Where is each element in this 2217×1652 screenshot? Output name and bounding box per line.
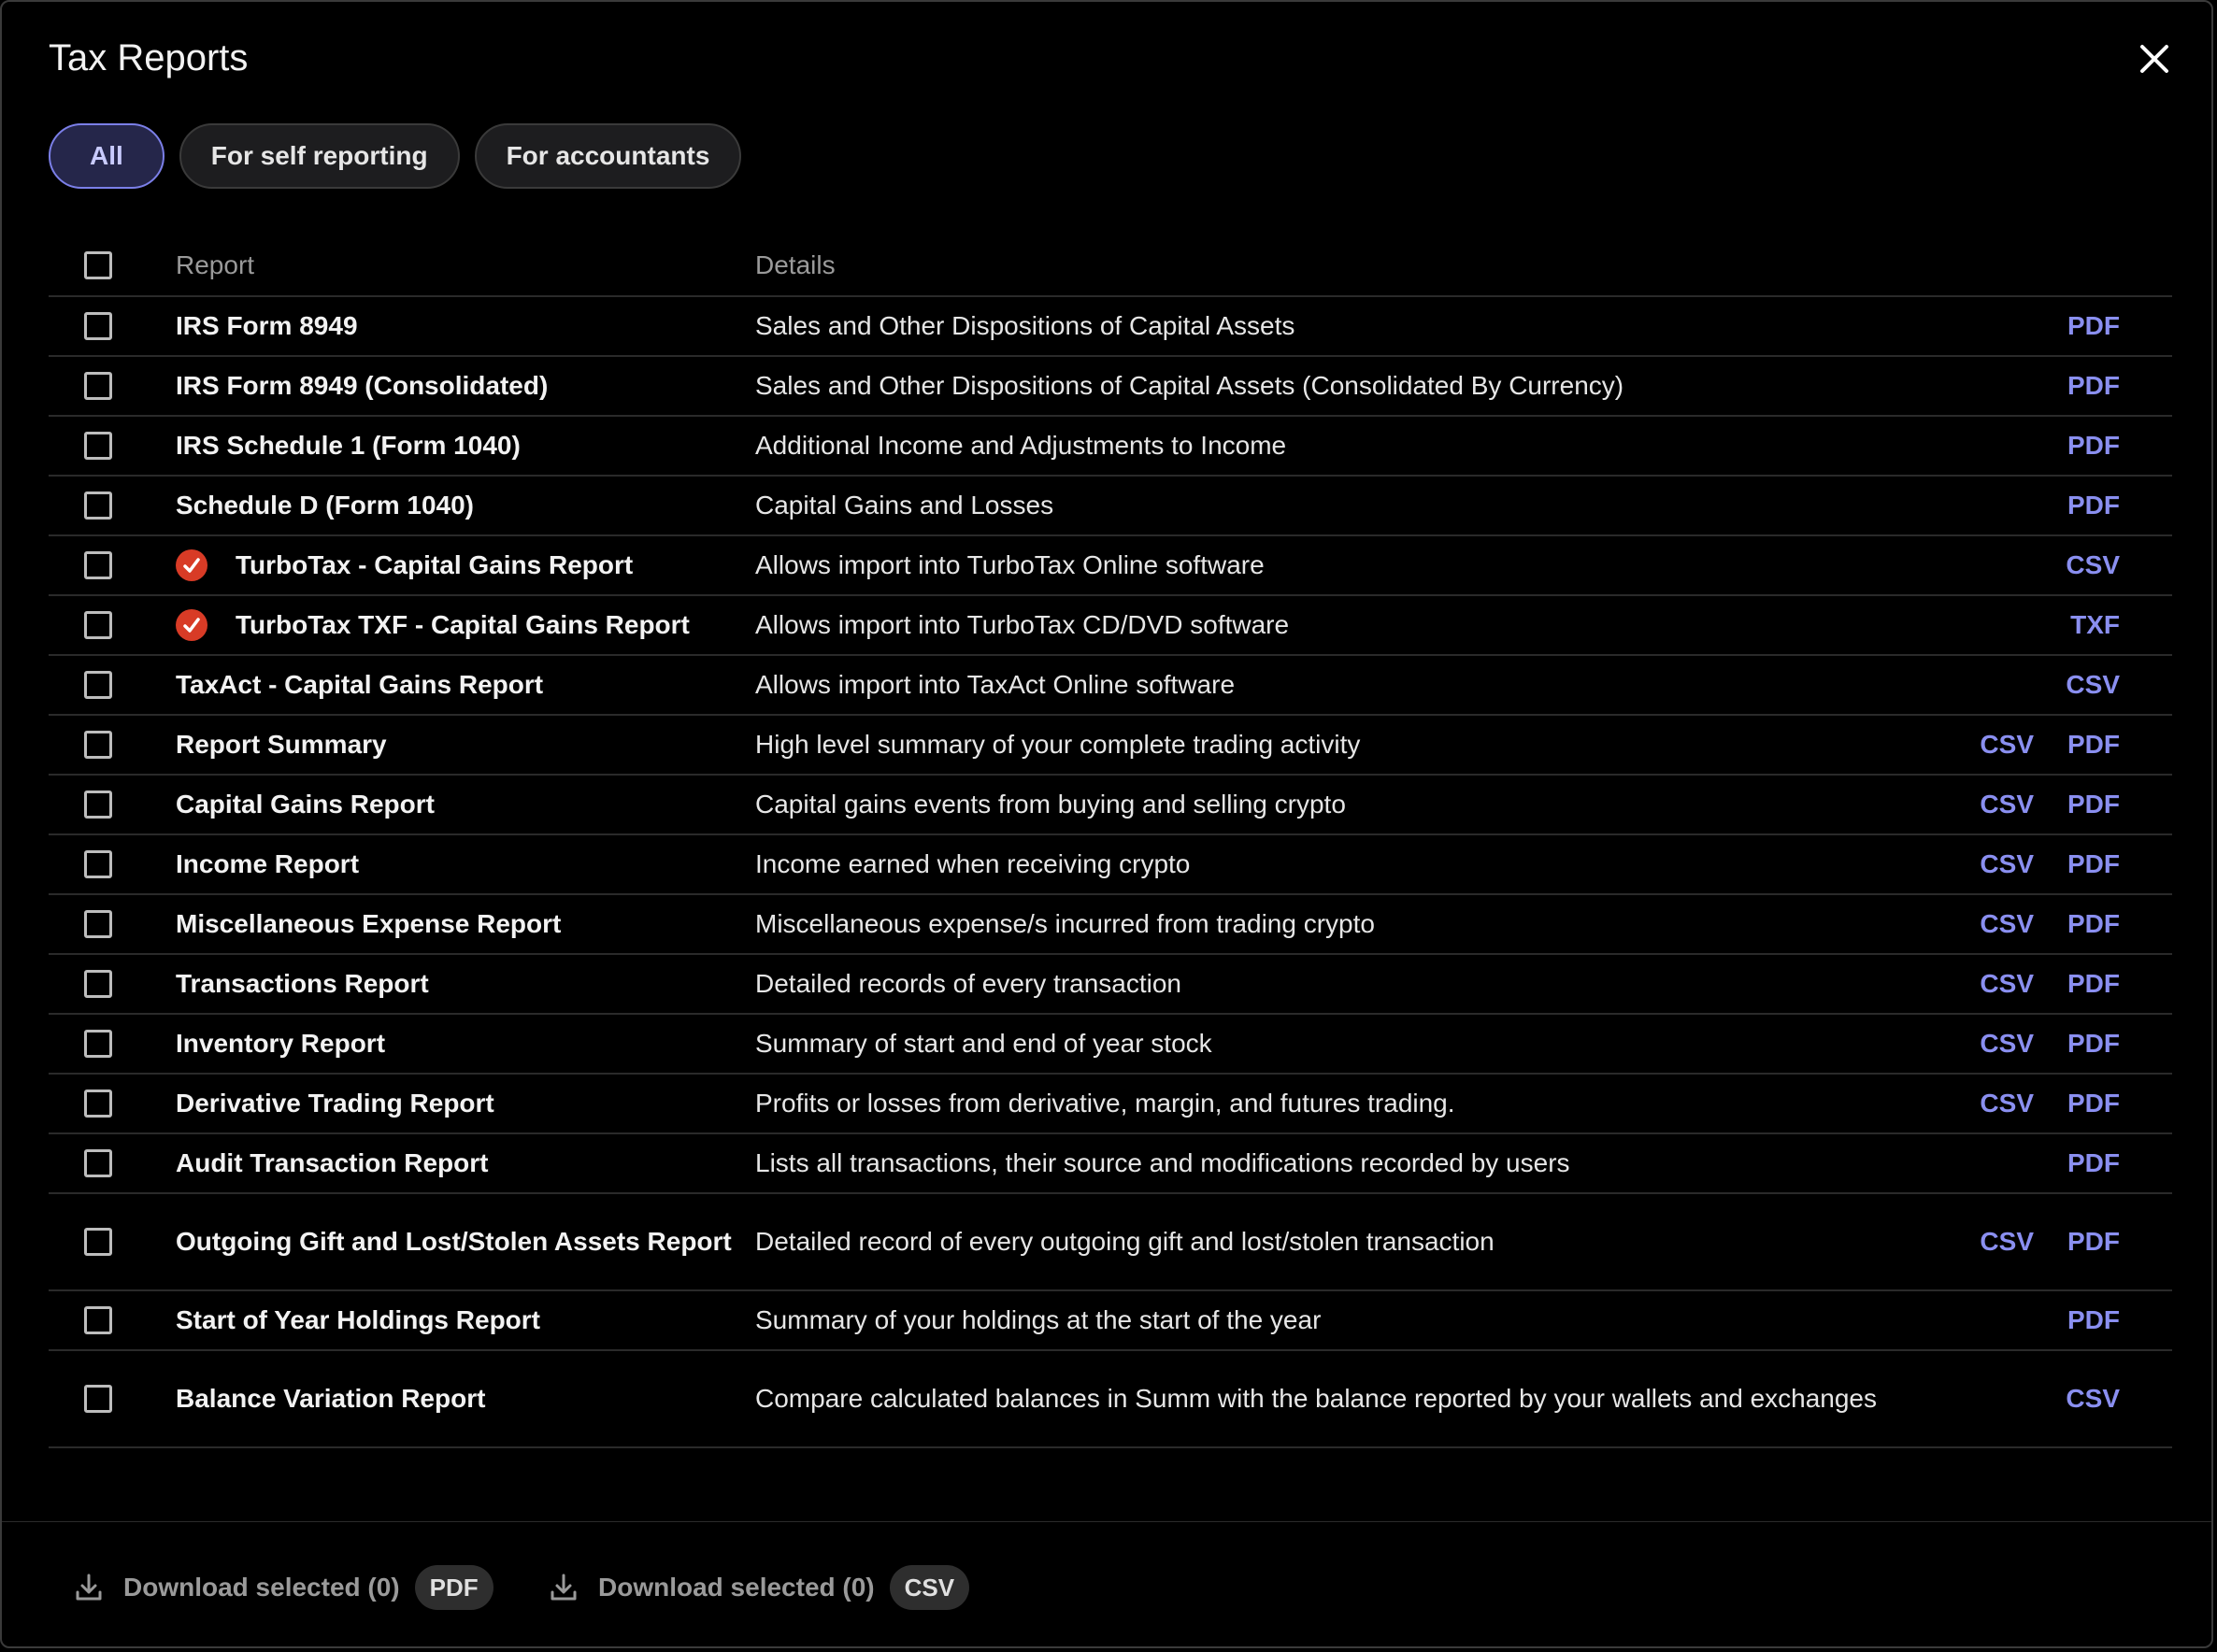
report-name-cell	[176, 307, 755, 345]
download-pdf-link[interactable]: PDF	[2067, 431, 2120, 460]
report-details: Capital gains events from buying and selling crypto	[755, 790, 1346, 819]
report-name: Schedule D (Form 1040)	[176, 491, 474, 520]
format-links	[1967, 431, 2172, 461]
format-placeholder	[2000, 1305, 2034, 1335]
report-details: Sales and Other Dispositions of Capital Assets	[755, 311, 1295, 340]
format-placeholder	[2000, 1148, 2034, 1178]
report-details: Allows import into TurboTax CD/DVD software	[755, 610, 1290, 639]
report-name-cell	[176, 666, 755, 704]
format-links	[1967, 311, 2172, 341]
report-name: TurboTax TXF - Capital Gains Report	[236, 610, 690, 639]
format-placeholder	[2000, 491, 2034, 520]
report-details: Lists all transactions, their source and modifications recorded by users	[755, 1148, 1570, 1177]
download-pdf-link[interactable]: PDF	[2067, 1227, 2120, 1256]
report-details: High level summary of your complete trading activity	[755, 730, 1361, 759]
format-links	[1967, 1029, 2172, 1059]
download-pdf-link[interactable]: PDF	[2067, 491, 2120, 520]
report-details: Allows import into TurboTax Online software	[755, 550, 1265, 579]
format-links	[1967, 969, 2172, 999]
report-name: Inventory Report	[176, 1029, 386, 1058]
modal-title: Tax Reports	[49, 37, 249, 78]
table-row	[49, 1194, 2172, 1291]
download-csv-link[interactable]: CSV	[1980, 1029, 2034, 1058]
row-checkbox[interactable]	[84, 1306, 112, 1334]
report-name: Balance Variation Report	[176, 1384, 486, 1413]
format-links	[1967, 1305, 2172, 1335]
column-header-details: Details	[755, 250, 836, 279]
format-placeholder	[2000, 550, 2032, 580]
report-details: Income earned when receiving crypto	[755, 849, 1191, 878]
download-csv-link[interactable]: CSV	[1980, 790, 2034, 819]
download-pdf-link[interactable]: PDF	[2067, 1148, 2120, 1177]
report-name-cell	[176, 1223, 755, 1260]
format-placeholder	[2000, 431, 2034, 461]
format-links	[1967, 1089, 2172, 1118]
report-name-cell	[176, 726, 755, 763]
report-name: Outgoing Gift and Lost/Stolen Assets Report	[176, 1227, 732, 1256]
table-row	[49, 1075, 2172, 1134]
table-header	[49, 235, 2172, 297]
report-name-cell	[176, 606, 755, 644]
table-row	[49, 477, 2172, 536]
turbotax-check-icon	[176, 609, 207, 641]
download-csv-link[interactable]: CSV	[2066, 670, 2120, 699]
table-row	[49, 776, 2172, 835]
report-details: Summary of start and end of year stock	[755, 1029, 1212, 1058]
download-csv-link[interactable]: CSV	[1980, 1227, 2034, 1256]
report-details: Profits or losses from derivative, margin, and futures trading.	[755, 1089, 1455, 1118]
row-checkbox[interactable]	[84, 1149, 112, 1177]
download-selected-pdf-button[interactable]	[73, 1564, 493, 1611]
report-name-cell	[176, 427, 755, 464]
download-icon	[548, 1572, 579, 1603]
download-csv-link[interactable]: CSV	[1980, 969, 2034, 998]
table-row	[49, 656, 2172, 716]
row-checkbox[interactable]	[84, 1385, 112, 1413]
download-csv-link[interactable]: CSV	[1980, 849, 2034, 878]
report-name-cell	[176, 547, 755, 584]
row-checkbox[interactable]	[84, 551, 112, 579]
report-details: Allows import into TaxAct Online software	[755, 670, 1236, 699]
table-row	[49, 895, 2172, 955]
report-name: Miscellaneous Expense Report	[176, 909, 562, 938]
report-name: Start of Year Holdings Report	[176, 1305, 540, 1334]
report-details: Detailed record of every outgoing gift and lost/stolen transaction	[755, 1227, 1495, 1256]
report-details: Summary of your holdings at the start of the year	[755, 1305, 1322, 1334]
table-row	[49, 1134, 2172, 1194]
row-checkbox[interactable]	[84, 491, 112, 520]
format-links	[1967, 371, 2172, 401]
tab-for-self-reporting[interactable]: For self reporting	[179, 123, 460, 189]
row-checkbox[interactable]	[84, 970, 112, 998]
format-placeholder	[2000, 1384, 2032, 1414]
table-row	[49, 835, 2172, 895]
row-checkbox[interactable]	[84, 1089, 112, 1118]
row-checkbox[interactable]	[84, 671, 112, 699]
format-links	[1967, 610, 2172, 640]
report-name: Derivative Trading Report	[176, 1089, 494, 1118]
report-name-cell	[176, 846, 755, 883]
report-name: Transactions Report	[176, 969, 429, 998]
download-pdf-link[interactable]: PDF	[2067, 371, 2120, 400]
report-details: Capital Gains and Losses	[755, 491, 1054, 520]
table-row	[49, 357, 2172, 417]
report-name-cell	[176, 487, 755, 524]
report-name: Capital Gains Report	[176, 790, 435, 819]
report-name-cell	[176, 1145, 755, 1182]
download-pdf-link[interactable]: PDF	[2067, 790, 2120, 819]
download-txf-link[interactable]: TXF	[2070, 610, 2120, 639]
report-details: Detailed records of every transaction	[755, 969, 1181, 998]
download-pdf-link[interactable]: PDF	[2067, 909, 2120, 938]
download-csv-link[interactable]: CSV	[1980, 1089, 2034, 1118]
report-name-cell	[176, 965, 755, 1003]
row-checkbox[interactable]	[84, 731, 112, 759]
format-links	[1967, 1227, 2172, 1257]
download-pdf-link[interactable]: PDF	[2067, 1305, 2120, 1334]
row-checkbox[interactable]	[84, 372, 112, 400]
format-links	[1967, 670, 2172, 700]
table-row	[49, 716, 2172, 776]
report-name-cell	[176, 905, 755, 943]
report-name-cell	[176, 1025, 755, 1062]
select-all-checkbox[interactable]	[84, 251, 112, 279]
download-pdf-label: Download selected (0)	[123, 1573, 400, 1602]
download-pdf-link[interactable]: PDF	[2067, 849, 2120, 878]
download-selected-csv-button[interactable]	[548, 1564, 969, 1611]
table-row	[49, 297, 2172, 357]
report-details: Additional Income and Adjustments to Income	[755, 431, 1287, 460]
tab-all[interactable]: All	[49, 123, 164, 189]
download-csv-link[interactable]: CSV	[1980, 730, 2034, 759]
close-icon[interactable]	[2133, 37, 2176, 80]
format-placeholder	[2000, 371, 2034, 401]
table-row	[49, 536, 2172, 596]
row-checkbox[interactable]	[84, 910, 112, 938]
format-links	[1967, 849, 2172, 879]
row-checkbox[interactable]	[84, 1228, 112, 1256]
table-row	[49, 1291, 2172, 1351]
row-checkbox[interactable]	[84, 432, 112, 460]
report-name-cell	[176, 1302, 755, 1339]
report-details: Compare calculated balances in Summ with the balance reported by your wallets and exchanges	[755, 1384, 1878, 1413]
download-csv-link[interactable]: CSV	[1980, 909, 2034, 938]
format-links	[1967, 1384, 2172, 1414]
report-name: TurboTax - Capital Gains Report	[236, 550, 634, 579]
download-pdf-link[interactable]: PDF	[2067, 311, 2120, 340]
table-row	[49, 955, 2172, 1015]
footer-divider	[2, 1521, 2211, 1522]
row-checkbox[interactable]	[84, 790, 112, 819]
report-name: IRS Form 8949	[176, 311, 358, 340]
format-links	[1967, 491, 2172, 520]
row-checkbox[interactable]	[84, 850, 112, 878]
column-header-report: Report	[176, 250, 255, 279]
format-links	[1967, 550, 2172, 580]
download-pdf-link[interactable]: PDF	[2067, 969, 2120, 998]
report-name: TaxAct - Capital Gains Report	[176, 670, 544, 699]
turbotax-check-icon	[176, 549, 207, 581]
row-checkbox[interactable]	[84, 1030, 112, 1058]
format-links	[1967, 1148, 2172, 1178]
download-pdf-link[interactable]: PDF	[2067, 1089, 2120, 1118]
pdf-badge: PDF	[415, 1565, 493, 1610]
row-checkbox[interactable]	[84, 312, 112, 340]
tab-for-accountants[interactable]: For accountants	[475, 123, 742, 189]
format-links	[1967, 909, 2172, 939]
table-row	[49, 1351, 2172, 1448]
report-name: Income Report	[176, 849, 360, 878]
report-name-cell	[176, 1380, 755, 1417]
format-placeholder	[2000, 610, 2037, 640]
report-name: IRS Form 8949 (Consolidated)	[176, 371, 549, 400]
table-row	[49, 417, 2172, 477]
csv-badge: CSV	[890, 1565, 969, 1610]
report-name: IRS Schedule 1 (Form 1040)	[176, 431, 521, 460]
format-links	[1967, 790, 2172, 819]
report-details: Miscellaneous expense/s incurred from trading crypto	[755, 909, 1375, 938]
row-checkbox[interactable]	[84, 611, 112, 639]
table-row	[49, 1015, 2172, 1075]
download-pdf-link[interactable]: PDF	[2067, 730, 2120, 759]
download-csv-link[interactable]: CSV	[2066, 1384, 2120, 1413]
report-name-cell	[176, 367, 755, 405]
download-csv-link[interactable]: CSV	[2066, 550, 2120, 579]
download-icon	[73, 1572, 105, 1603]
report-name-cell	[176, 1085, 755, 1122]
report-name-cell	[176, 786, 755, 823]
report-details: Sales and Other Dispositions of Capital Assets (Consolidated By Currency)	[755, 371, 1624, 400]
reports-table	[49, 235, 2172, 1448]
filter-tabs	[49, 123, 741, 189]
format-placeholder	[2000, 670, 2032, 700]
download-pdf-link[interactable]: PDF	[2067, 1029, 2120, 1058]
report-name: Report Summary	[176, 730, 387, 759]
format-placeholder	[2000, 311, 2034, 341]
table-row	[49, 596, 2172, 656]
format-links	[1967, 730, 2172, 760]
report-name: Audit Transaction Report	[176, 1148, 489, 1177]
download-csv-label: Download selected (0)	[598, 1573, 875, 1602]
